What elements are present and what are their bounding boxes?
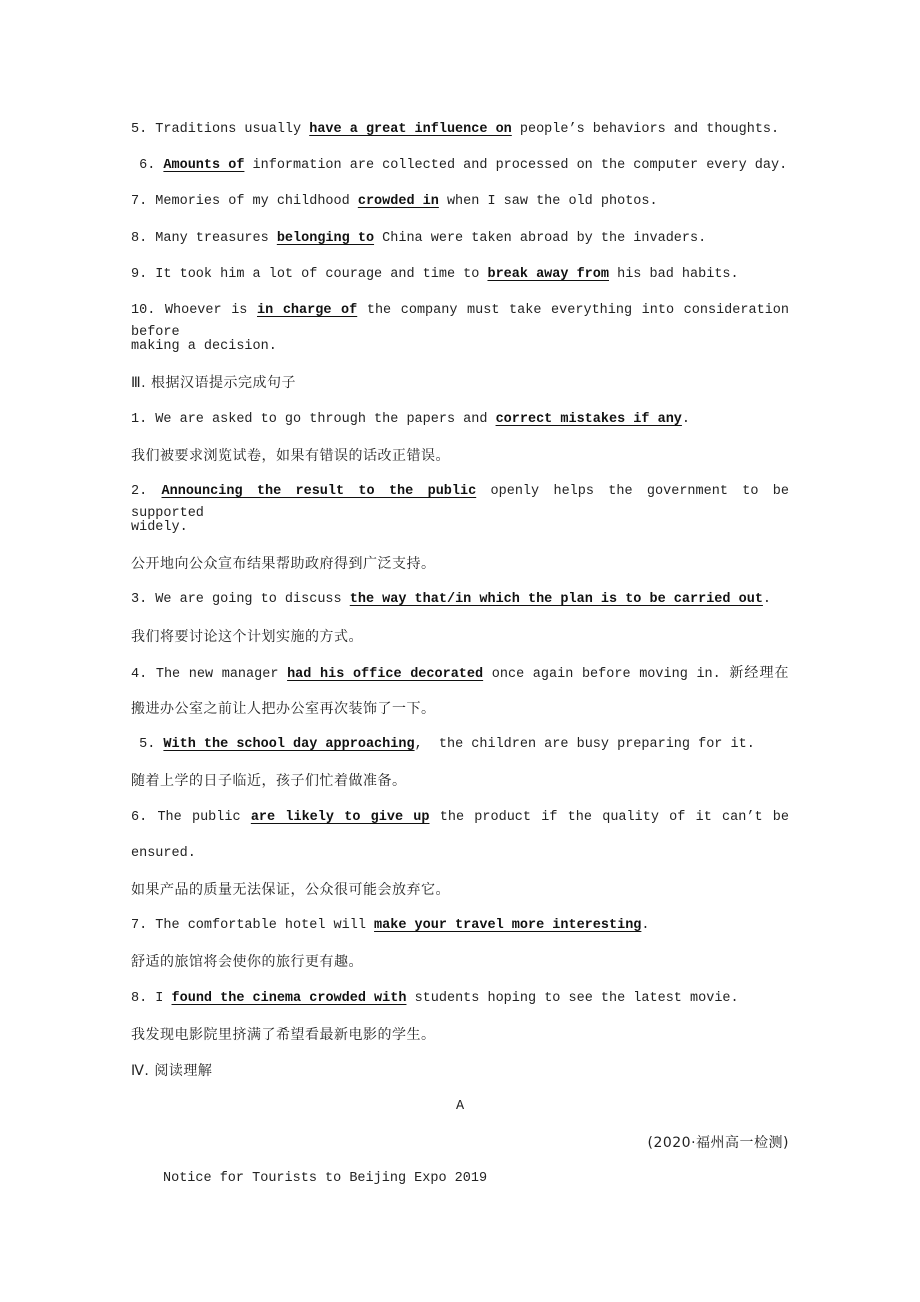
line-text: ensured.	[131, 845, 196, 861]
line-text: people’s behaviors and thoughts.	[511, 122, 780, 137]
answer-text: the way that/in which the plan is to be carried out	[349, 592, 763, 608]
line-text: 我们被要求浏览试卷，如果有错误的话改正错误。	[131, 447, 450, 464]
text-line	[131, 1132, 789, 1168]
text-line	[131, 372, 789, 408]
line-text: students hoping to see the latest movie.	[406, 990, 739, 1006]
answer-text: had his office decorated	[287, 666, 484, 682]
line-text: 2.	[131, 483, 162, 499]
line-text: 舒适的旅馆将会使你的旅行更有趣。	[131, 954, 363, 971]
text-line	[131, 879, 789, 915]
line-text: (2020·福州高一检测)	[647, 1135, 789, 1152]
line-text: 5. Traditions usually	[131, 122, 310, 137]
answer-text: found the cinema crowded with	[171, 990, 407, 1006]
text-line	[131, 1060, 789, 1096]
line-text: 随着上学的日子临近，孩子们忙着做准备。	[131, 773, 407, 790]
line-text: 5.	[131, 737, 164, 753]
text-line	[131, 589, 789, 625]
text-line	[131, 264, 789, 300]
line-text: 1. We are asked to go through the papers and	[131, 411, 496, 427]
answer-text: Announcing the result to the public	[161, 483, 477, 499]
text-line	[131, 119, 789, 155]
answer-text: correct mistakes if any	[495, 411, 682, 427]
text-line	[131, 1168, 789, 1204]
line-text: the company must take everything into consideration before	[131, 302, 789, 340]
answer-text: belonging to	[276, 230, 375, 246]
line-text: 新经理在	[729, 664, 789, 681]
answer-text: Amounts of	[163, 158, 245, 174]
line-text: openly helps the government to be supported	[131, 483, 789, 521]
text-line	[131, 988, 789, 1024]
line-text: 3. We are going to discuss	[131, 592, 350, 608]
line-text: 7. The comfortable hotel will	[131, 918, 375, 934]
line-text: .	[681, 411, 691, 427]
text-line	[131, 553, 789, 589]
text-line	[131, 807, 789, 843]
line-text: 6.	[131, 158, 164, 174]
answer-text: have a great influence on	[309, 122, 512, 137]
document-page	[131, 119, 789, 1205]
line-text: Notice for Tourists to Beijing Expo 2019	[163, 1171, 488, 1187]
line-text: , the children are busy preparing for it.	[414, 737, 755, 753]
text-line	[131, 843, 789, 879]
line-text: widely.	[131, 520, 188, 536]
text-line	[131, 155, 789, 191]
line-text: 6. The public	[131, 809, 251, 825]
text-line	[131, 626, 789, 662]
answer-text: break away from	[487, 266, 609, 282]
answer-text: crowded in	[357, 194, 439, 210]
text-line	[131, 662, 789, 698]
line-text: .	[762, 592, 772, 608]
line-text: A	[455, 1099, 465, 1115]
answer-text: in charge of	[257, 302, 358, 318]
text-line	[131, 734, 789, 770]
answer-text: With the school day approaching	[163, 737, 415, 753]
text-line	[131, 1096, 789, 1132]
line-text: .	[641, 918, 650, 934]
text-line	[131, 770, 789, 806]
line-text: 如果产品的质量无法保证，公众很可能会放弃它。	[131, 881, 450, 898]
line-text: 我们将要讨论这个计划实施的方式。	[131, 628, 363, 645]
line-text: 公开地向公众宣布结果帮助政府得到广泛支持。	[131, 556, 436, 573]
text-line	[131, 517, 789, 553]
text-line	[131, 1024, 789, 1060]
line-text: once again before moving in.	[491, 666, 730, 682]
text-line	[131, 300, 789, 340]
text-line	[131, 445, 789, 481]
text-line	[131, 191, 789, 227]
line-text: information are collected and processed on the computer every day.	[244, 158, 788, 174]
line-text: making a decision.	[131, 339, 277, 355]
line-text: 我发现电影院里挤满了希望看最新电影的学生。	[131, 1026, 436, 1043]
text-line	[131, 228, 789, 264]
text-line	[131, 336, 789, 372]
answer-text: make your travel more interesting	[374, 918, 642, 934]
line-text: China were taken abroad by the invaders.	[374, 230, 707, 246]
line-text: 搬进办公室之前让人把办公室再次装饰了一下。	[131, 701, 436, 717]
text-line	[131, 951, 789, 987]
line-text: 10. Whoever is	[131, 302, 258, 318]
line-text: 8. I	[131, 990, 172, 1006]
line-text: the product if the quality of it can’t be	[439, 809, 789, 825]
line-text: 9. It took him a lot of courage and time to	[131, 266, 488, 282]
answer-text: are likely to give up	[250, 809, 430, 825]
line-text: 7. Memories of my childhood	[131, 194, 358, 210]
text-line	[131, 481, 789, 521]
line-text: his bad habits.	[609, 266, 739, 282]
line-text: Ⅳ. 阅读理解	[131, 1062, 213, 1079]
text-line	[131, 915, 789, 951]
line-text: 8. Many treasures	[131, 230, 277, 246]
line-text: when I saw the old photos.	[438, 194, 658, 210]
text-line	[131, 698, 789, 734]
text-line	[131, 409, 789, 445]
line-text: 4. The new manager	[131, 666, 288, 682]
line-text: Ⅲ. 根据汉语提示完成句子	[131, 375, 297, 392]
